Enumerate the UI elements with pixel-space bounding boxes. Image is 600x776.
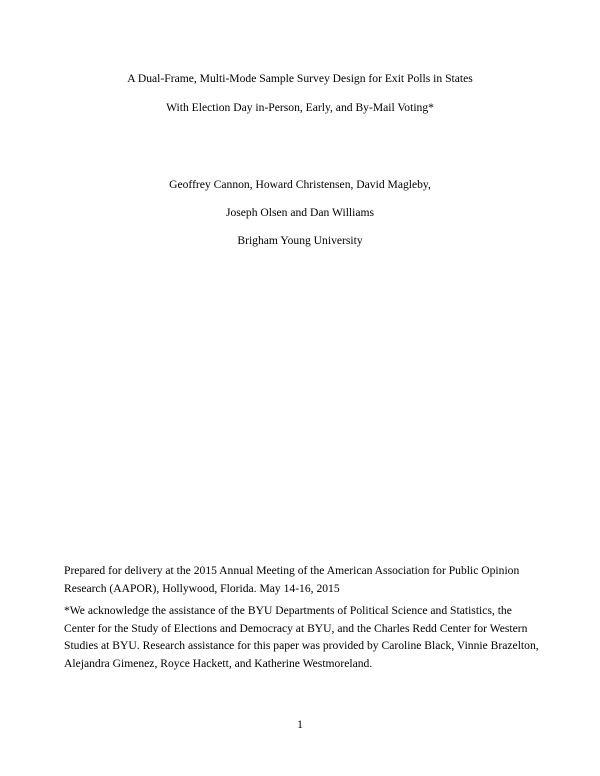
delivery-note-text: Prepared for delivery at the 2015 Annual Meeting of the American Association for Public Opinion Research (AAPOR), Hollywood, Florida. May 14-16, 2015 [64,564,520,595]
title-line-2: With Election Day in-Person, Early, and By-Mail Voting* [166,101,434,114]
acknowledgment [64,602,542,672]
authors-line-1: Geoffrey Cannon, Howard Christensen, David Magleby, [169,178,431,191]
authors-line-2: Joseph Olsen and Dan Williams [225,206,375,219]
delivery-note [64,562,542,597]
page-number: 1 [297,718,303,731]
acknowledgment-text: *We acknowledge the assistance of the BYU Departments of Political Science and Statistics, the Center for the Study of Elections and Democracy at BYU, and the Charles Redd Center for Western Studies at BYU. Research assistance for this paper was provided by Caroline Black, Vinnie Brazelton, Alejandra Gimenez, Royce Hackett, and Katherine Westmoreland. [64,604,539,670]
affiliation: Brigham Young University [237,234,363,247]
title-line-1: A Dual-Frame, Multi-Mode Sample Survey Design for Exit Polls in States [127,72,473,85]
